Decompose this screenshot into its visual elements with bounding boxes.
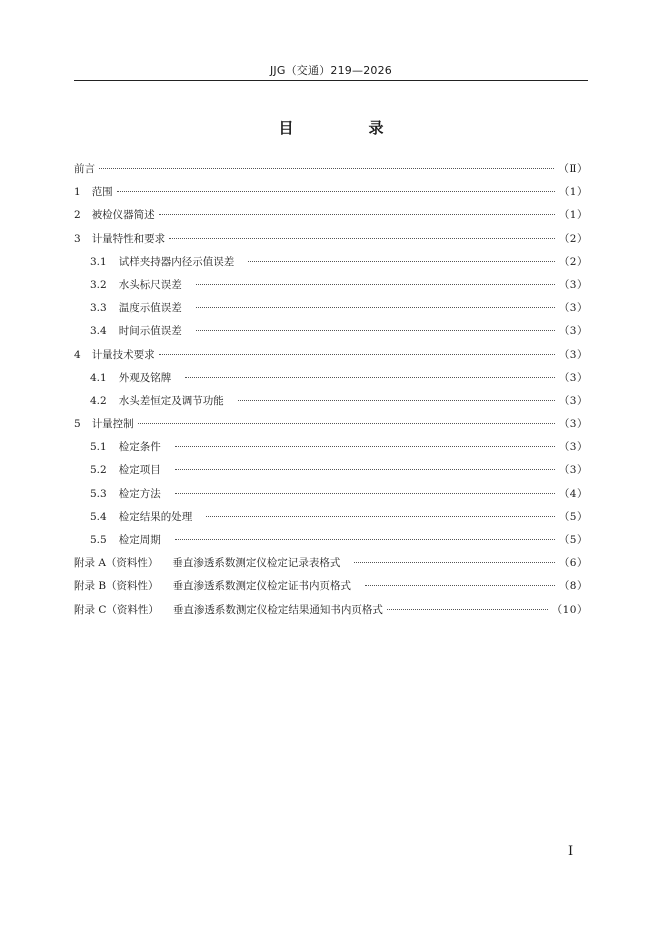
toc-number: 3.3 bbox=[90, 302, 107, 315]
toc-entry-appendix-b[interactable] bbox=[74, 575, 588, 598]
toc-leader-dots bbox=[175, 446, 555, 447]
toc-number: 5.4 bbox=[90, 510, 107, 523]
toc-label: 垂直渗透系数测定仪检定证书内页格式 bbox=[172, 580, 352, 593]
toc-entry-5[interactable] bbox=[74, 413, 588, 436]
toc-number: 5 bbox=[74, 418, 81, 431]
toc-label: 范围 bbox=[91, 186, 113, 199]
toc-label: 温度示值误差 bbox=[118, 302, 182, 315]
toc-page: （3） bbox=[558, 325, 588, 338]
toc-label: 计量技术要求 bbox=[91, 348, 155, 361]
toc-number: 3.4 bbox=[90, 325, 107, 338]
toc-leader-dots bbox=[196, 284, 555, 285]
toc-leader-dots bbox=[175, 539, 555, 540]
toc-page: （3） bbox=[558, 371, 588, 384]
toc-number: 3.2 bbox=[90, 278, 107, 291]
toc-entry-4-1[interactable] bbox=[74, 367, 588, 390]
toc-number: 3 bbox=[74, 232, 81, 245]
toc-leader-dots bbox=[238, 400, 555, 401]
toc-number: 5.3 bbox=[90, 487, 107, 500]
toc-page: （6） bbox=[558, 557, 588, 570]
toc-page: （2） bbox=[558, 255, 588, 268]
toc-label: 检定条件 bbox=[118, 441, 161, 454]
toc-leader-dots bbox=[248, 261, 555, 262]
toc-entry-3-1[interactable] bbox=[74, 251, 588, 274]
table-of-contents bbox=[74, 158, 588, 622]
toc-leader-dots bbox=[387, 609, 548, 610]
toc-page: （4） bbox=[558, 487, 588, 500]
toc-number: 附录 B（资料性） bbox=[74, 580, 159, 593]
toc-leader-dots bbox=[185, 377, 555, 378]
toc-page: （10） bbox=[551, 603, 588, 616]
toc-entry-2[interactable] bbox=[74, 204, 588, 227]
toc-page: （1） bbox=[558, 186, 588, 199]
toc-entry-4-2[interactable] bbox=[74, 390, 588, 413]
toc-label: 水头差恒定及调节功能 bbox=[118, 394, 224, 407]
toc-page: （8） bbox=[558, 580, 588, 593]
page-number: Ⅰ bbox=[568, 844, 574, 859]
toc-page: （5） bbox=[558, 510, 588, 523]
toc-leader-dots bbox=[175, 493, 555, 494]
toc-entry-1[interactable] bbox=[74, 181, 588, 204]
toc-leader-dots bbox=[196, 330, 555, 331]
toc-number: 3.1 bbox=[90, 255, 107, 268]
header-rule bbox=[74, 80, 588, 81]
toc-leader-dots bbox=[365, 585, 555, 586]
toc-page: （5） bbox=[558, 534, 588, 546]
toc-entry-appendix-a[interactable] bbox=[74, 552, 588, 575]
toc-label: 时间示值误差 bbox=[118, 325, 182, 338]
toc-number: 5.2 bbox=[90, 464, 107, 477]
toc-number: 4.1 bbox=[90, 371, 107, 384]
toc-number: 4 bbox=[74, 348, 81, 361]
toc-leader-dots bbox=[206, 516, 555, 517]
toc-entry-3-3[interactable] bbox=[74, 297, 588, 320]
toc-page: （3） bbox=[558, 464, 588, 477]
toc-number: 1 bbox=[74, 186, 81, 199]
toc-entry-5-5[interactable] bbox=[74, 529, 588, 552]
toc-leader-dots bbox=[159, 214, 555, 215]
toc-number: 附录 A（资料性） bbox=[74, 557, 159, 570]
toc-label: 检定结果的处理 bbox=[118, 510, 193, 523]
toc-entry-appendix-c[interactable] bbox=[74, 599, 588, 622]
toc-leader-dots bbox=[138, 423, 555, 424]
toc-entry-3[interactable] bbox=[74, 228, 588, 251]
toc-label: 外观及铭牌 bbox=[118, 371, 172, 384]
toc-page: （3） bbox=[558, 348, 588, 361]
toc-label: 水头标尺误差 bbox=[118, 278, 182, 291]
toc-number: 4.2 bbox=[90, 394, 107, 407]
toc-label: 检定方法 bbox=[118, 487, 161, 500]
toc-page: （Ⅱ） bbox=[558, 163, 588, 175]
toc-leader-dots bbox=[99, 168, 554, 169]
toc-entry-5-1[interactable] bbox=[74, 436, 588, 459]
toc-number: 5.1 bbox=[90, 441, 107, 454]
toc-page: （2） bbox=[558, 232, 588, 245]
document-header: JJG（交通）219—2026 bbox=[269, 64, 392, 77]
toc-leader-dots bbox=[169, 238, 555, 239]
toc-page: （3） bbox=[558, 418, 588, 431]
toc-page: （3） bbox=[558, 302, 588, 315]
toc-leader-dots bbox=[117, 191, 555, 192]
toc-label: 前言 bbox=[74, 163, 95, 175]
toc-entry-preface[interactable] bbox=[74, 158, 588, 181]
toc-number: 附录 C（资料性） bbox=[74, 603, 159, 616]
toc-entry-3-4[interactable] bbox=[74, 320, 588, 343]
toc-page: （3） bbox=[558, 278, 588, 291]
toc-label: 垂直渗透系数测定仪检定记录表格式 bbox=[172, 557, 341, 570]
toc-number: 5.5 bbox=[90, 534, 107, 546]
toc-page: （1） bbox=[558, 209, 588, 222]
toc-label: 检定项目 bbox=[118, 464, 161, 477]
toc-leader-dots bbox=[175, 469, 555, 470]
toc-entry-4[interactable] bbox=[74, 344, 588, 367]
toc-label: 被检仪器简述 bbox=[91, 209, 155, 222]
toc-label: 计量特性和要求 bbox=[91, 232, 166, 245]
toc-label: 计量控制 bbox=[91, 418, 134, 431]
toc-page: （3） bbox=[558, 441, 588, 454]
toc-entry-5-3[interactable] bbox=[74, 483, 588, 506]
toc-entry-3-2[interactable] bbox=[74, 274, 588, 297]
toc-entry-5-4[interactable] bbox=[74, 506, 588, 529]
toc-label: 试样夹持器内径示值误差 bbox=[118, 255, 235, 268]
toc-page: （3） bbox=[558, 394, 588, 407]
toc-leader-dots bbox=[159, 354, 555, 355]
toc-label: 垂直渗透系数测定仪检定结果通知书内页格式 bbox=[172, 603, 383, 616]
toc-leader-dots bbox=[354, 562, 554, 563]
toc-entry-5-2[interactable] bbox=[74, 459, 588, 482]
page-title: 目 录 bbox=[278, 119, 414, 137]
toc-label: 检定周期 bbox=[118, 534, 161, 546]
toc-number: 2 bbox=[74, 209, 81, 222]
toc-leader-dots bbox=[196, 307, 555, 308]
